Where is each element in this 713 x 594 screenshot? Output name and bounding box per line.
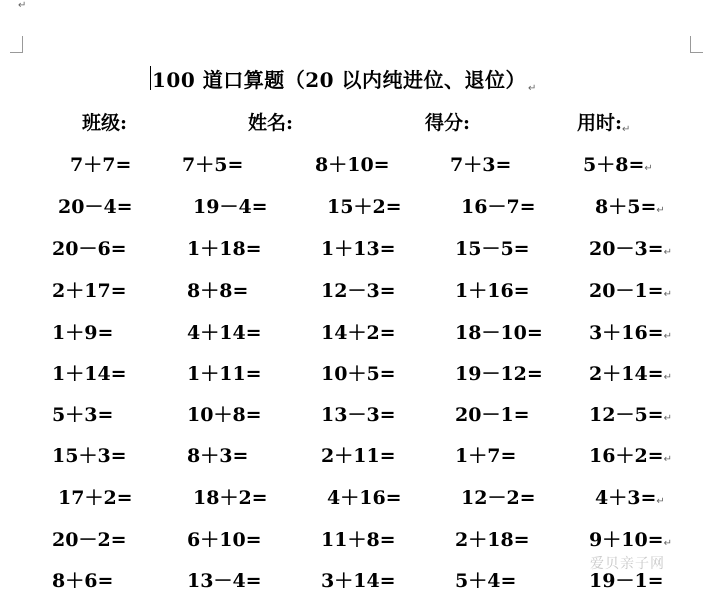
problem-cell [589, 234, 672, 261]
problem-cell: 15＋3= [52, 445, 127, 467]
paragraph-mark: ↵ [656, 496, 665, 507]
problem-cell: 1＋16= [455, 280, 530, 302]
problem-row [0, 150, 713, 178]
problem-row [0, 234, 713, 262]
problem-cell: 19－4= [193, 196, 268, 218]
problem-cell: 3＋14= [321, 570, 396, 592]
name-label: 姓名: [248, 112, 294, 134]
problem-text: 3＋16= [589, 322, 664, 344]
problem-cell: 2＋11= [321, 445, 396, 467]
problem-cell: 10＋5= [321, 363, 396, 385]
problem-cell: 20－4= [58, 196, 133, 218]
problem-row [0, 525, 713, 553]
problem-cell [589, 400, 672, 427]
problem-row [0, 359, 713, 387]
problem-row [0, 276, 713, 304]
problem-cell: 7＋3= [450, 154, 512, 176]
problem-text: 16＋2= [589, 445, 664, 467]
paragraph-mark: ↵ [528, 83, 537, 94]
paragraph-mark: ↵ [622, 124, 631, 135]
problem-cell: 20－2= [52, 529, 127, 551]
paragraph-mark: ↵ [663, 454, 672, 465]
site-watermark: 爱贝亲子网 [590, 556, 665, 572]
problem-cell: 20－1= [455, 404, 530, 426]
problem-cell [589, 318, 672, 345]
problem-text: 20－3= [589, 238, 664, 260]
problem-cell: 8＋3= [187, 445, 249, 467]
problem-cell: 18－10= [455, 322, 543, 344]
problem-cell: 20－6= [52, 238, 127, 260]
problem-text: 8＋5= [595, 196, 657, 218]
problem-cell: 1＋14= [52, 363, 127, 385]
score-label: 得分: [425, 112, 471, 134]
problem-cell: 19－1= [589, 570, 664, 592]
problem-row [0, 318, 713, 346]
paragraph-mark: ↵ [663, 289, 672, 300]
problem-cell: 4＋14= [187, 322, 262, 344]
problem-cell: 4＋16= [327, 487, 402, 509]
problem-cell: 2＋17= [52, 280, 127, 302]
problem-row [0, 400, 713, 428]
problem-cell: 13－4= [187, 570, 262, 592]
problem-row [0, 192, 713, 220]
problem-cell: 1＋13= [321, 238, 396, 260]
problem-cell: 12－2= [461, 487, 536, 509]
paragraph-mark: ↵ [644, 163, 653, 174]
problem-cell [583, 150, 653, 177]
time-label-text: 用时: [577, 112, 623, 134]
title-text: 100 道口算题（20 以内纯进位、退位） [152, 68, 527, 92]
problem-cell: 14＋2= [321, 322, 396, 344]
problem-cell: 10＋8= [187, 404, 262, 426]
problem-cell [589, 441, 672, 468]
problem-cell: 5＋3= [52, 404, 114, 426]
problem-text: 5＋8= [583, 154, 645, 176]
problem-row [0, 483, 713, 511]
class-label: 班级: [82, 112, 128, 134]
text-cursor [150, 66, 151, 90]
problem-cell: 1＋11= [187, 363, 262, 385]
worksheet-title[interactable] [152, 64, 537, 93]
margin-corner-left [10, 36, 23, 53]
problem-row [0, 441, 713, 469]
margin-corner-right [690, 36, 703, 53]
problem-text: 9＋10= [589, 529, 664, 551]
problem-cell: 7＋5= [182, 154, 244, 176]
problem-text: 4＋3= [595, 487, 657, 509]
problem-cell: 13－3= [321, 404, 396, 426]
paragraph-mark: ↵ [663, 247, 672, 258]
paragraph-mark: ↵ [663, 413, 672, 424]
time-label [577, 108, 630, 135]
problem-cell: 1＋18= [187, 238, 262, 260]
problem-cell [589, 276, 672, 303]
paragraph-mark: ↵ [18, 0, 27, 11]
problem-cell: 8＋8= [187, 280, 249, 302]
problem-cell: 16－7= [461, 196, 536, 218]
problem-cell: 1＋9= [52, 322, 114, 344]
problem-text: 2＋14= [589, 363, 664, 385]
problem-cell: 15＋2= [327, 196, 402, 218]
problem-cell: 11＋8= [321, 529, 396, 551]
paragraph-mark: ↵ [663, 372, 672, 383]
problem-cell [595, 483, 665, 510]
problem-cell: 7＋7= [70, 154, 132, 176]
problem-cell: 18＋2= [193, 487, 268, 509]
problem-cell: 1＋7= [455, 445, 517, 467]
problem-cell: 5＋4= [455, 570, 517, 592]
problem-cell: 2＋18= [455, 529, 530, 551]
paragraph-mark: ↵ [663, 538, 672, 549]
problem-cell: 19－12= [455, 363, 543, 385]
problem-cell: 12－3= [321, 280, 396, 302]
problem-cell [589, 359, 672, 386]
problem-text: 20－1= [589, 280, 664, 302]
paragraph-mark: ↵ [656, 205, 665, 216]
problem-cell: 8＋10= [315, 154, 390, 176]
problem-text: 12－5= [589, 404, 664, 426]
problem-cell: 17＋2= [58, 487, 133, 509]
problem-cell: 15－5= [455, 238, 530, 260]
problem-cell [595, 192, 665, 219]
paragraph-mark: ↵ [663, 331, 672, 342]
problem-cell: 8＋6= [52, 570, 114, 592]
problem-cell: 6＋10= [187, 529, 262, 551]
problem-cell [589, 525, 672, 552]
